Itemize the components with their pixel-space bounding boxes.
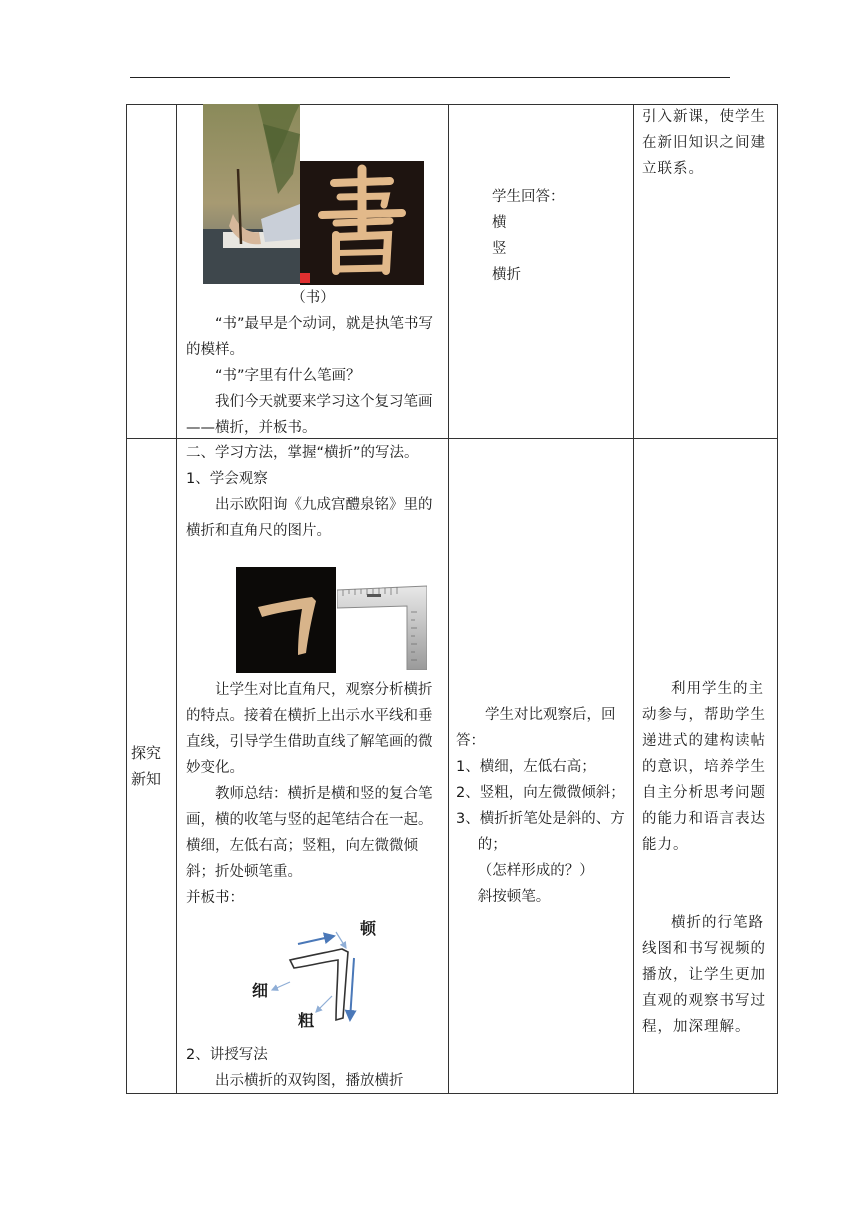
table-divider-3 bbox=[633, 104, 634, 1094]
teacher-cell-row2-top bbox=[186, 440, 442, 544]
intent-para-1: 利用学生的主动参与，帮助学生递进式的建构读帖的意识，培养学生自主分析思考问题的能力和语言表达能力。 bbox=[642, 681, 766, 853]
label-dun: 顿 bbox=[360, 919, 377, 938]
image-caption: （书） bbox=[291, 290, 335, 306]
stage-label: 探究新知 bbox=[131, 744, 162, 788]
student-question: （怎样形成的？） bbox=[477, 863, 594, 879]
table-divider-2 bbox=[448, 104, 449, 1094]
calligraphy-photo bbox=[203, 104, 300, 284]
teacher-para-2: 让学生对比直角尺，观察分析横折的特点。接着在横折上出示水平线和垂直线，引导学生借助直线了解笔画的微妙变化。 bbox=[186, 682, 433, 776]
teacher-line-1: “书”最早是个动词，就是执笔书写的模样。 bbox=[186, 316, 434, 358]
student-answer: 斜按顿笔。 bbox=[477, 889, 551, 905]
intent-text-row1: 引入新课，使学生在新旧知识之间建立联系。 bbox=[642, 109, 766, 177]
intent-para-2: 横折的行笔路线图和书写视频的播放，让学生更加直观的观察书写过程，加深理解。 bbox=[642, 915, 766, 1035]
label-xi: 细 bbox=[252, 981, 269, 1000]
lesson-table bbox=[126, 104, 778, 1094]
student-item-3: 3、横折折笔处是斜的、方的； bbox=[456, 811, 625, 853]
teacher-para-5: 出示横折的双钩图，播放横折 bbox=[215, 1073, 404, 1089]
right-angle-ruler-image bbox=[337, 578, 427, 670]
teacher-cell-row2-bottom bbox=[186, 1042, 442, 1094]
section-heading: 二、学习方法，掌握“横折”的写法。 bbox=[186, 445, 419, 461]
subheading-method: 2、讲授写法 bbox=[186, 1047, 268, 1063]
label-cu: 粗 bbox=[298, 1011, 315, 1030]
intent-cell-row2 bbox=[642, 676, 772, 1040]
student-answer-3: 横折 bbox=[492, 267, 521, 283]
teacher-line-2: “书”字里有什么笔画？ bbox=[215, 368, 361, 384]
table-border-left bbox=[126, 104, 127, 1094]
student-item-2: 2、竖粗，向左微微倾斜； bbox=[456, 785, 625, 801]
intent-cell-row1 bbox=[642, 104, 772, 182]
student-answer-2: 竖 bbox=[492, 241, 507, 257]
teacher-para-4: 并板书： bbox=[186, 890, 244, 906]
header-rule bbox=[130, 77, 730, 78]
student-intro-2: 学生对比观察后，回答： bbox=[456, 707, 616, 749]
table-border-right bbox=[777, 104, 778, 1094]
stage-cell bbox=[131, 740, 173, 792]
student-cell-row1 bbox=[492, 184, 632, 288]
teacher-para-3: 教师总结：横折是横和竖的复合笔画，横的收笔与竖的起笔结合在一起。横细，左低右高；竖粗，向左微微倾斜；折处顿笔重。 bbox=[186, 786, 433, 880]
student-item-1: 1、横细，左低右高； bbox=[456, 759, 596, 775]
student-intro: 学生回答： bbox=[492, 189, 565, 205]
student-answer-1: 横 bbox=[492, 215, 507, 231]
hengzhe-rubbing-image bbox=[236, 567, 336, 673]
teacher-cell-row2-mid bbox=[186, 677, 442, 911]
teacher-cell-row1 bbox=[186, 285, 440, 441]
teacher-para-1: 出示欧阳询《九成宫醴泉铭》里的横折和直角尺的图片。 bbox=[186, 497, 433, 539]
teacher-line-3: 我们今天就要来学习这个复习笔画——横折，并板书。 bbox=[186, 394, 433, 436]
subheading-observe: 1、学会观察 bbox=[186, 471, 268, 487]
student-cell-row2 bbox=[456, 702, 628, 910]
hengzhe-stroke-diagram bbox=[246, 916, 386, 1036]
table-divider-1 bbox=[176, 104, 177, 1094]
shu-character-rubbing bbox=[300, 161, 424, 285]
